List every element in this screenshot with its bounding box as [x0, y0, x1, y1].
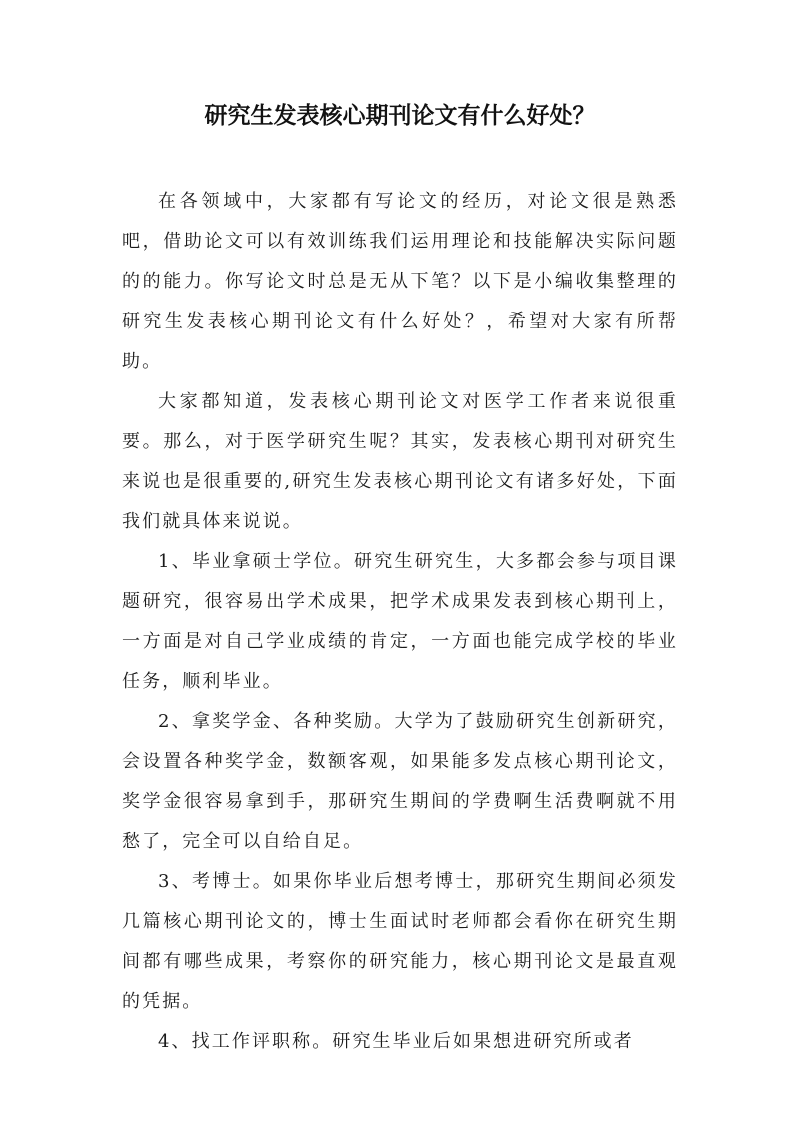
document-body: [122, 182, 678, 1062]
paragraph-intro: 在各领域中，大家都有写论文的经历，对论文很是熟悉吧，借助论文可以有效训练我们运用理论和技能解决实际问题的的能力。你写论文时总是无从下笔？以下是小编收集整理的研究生发表核心期刊论文有什么好处？，希望对大家有所帮助。: [122, 191, 678, 372]
document-title: 研究生发表核心期刊论文有什么好处？: [204, 102, 596, 129]
paragraph-point-4: 4、找工作评职称。研究生毕业后如果想进研究所或者: [158, 1031, 634, 1052]
paragraph-importance: 大家都知道，发表核心期刊论文对医学工作者来说很重要。那么，对于医学研究生呢？其实，发表核心期刊对研究生来说也是很重要的,研究生发表核心期刊论文有诸多好处，下面我们就具体来说说。: [122, 391, 678, 532]
paragraph-point-1: 1、毕业拿硕士学位。研究生研究生，大多都会参与项目课题研究，很容易出学术成果，把学术成果发表到核心期刊上，一方面是对自己学业成绩的肯定，一方面也能完成学校的毕业任务，顺利毕业。: [122, 551, 678, 692]
paragraph-point-2: 2、拿奖学金、各种奖励。大学为了鼓励研究生创新研究，会设置各种奖学金，数额客观，如果能多发点核心期刊论文，奖学金很容易拿到手，那研究生期间的学费啊生活费啊就不用愁了，完全可以自给自足。: [122, 711, 678, 852]
paragraph-point-3: 3、考博士。如果你毕业后想考博士，那研究生期间必须发几篇核心期刊论文的，博士生面试时老师都会看你在研究生期间都有哪些成果，考察你的研究能力，核心期刊论文是最直观的凭据。: [122, 871, 678, 1012]
